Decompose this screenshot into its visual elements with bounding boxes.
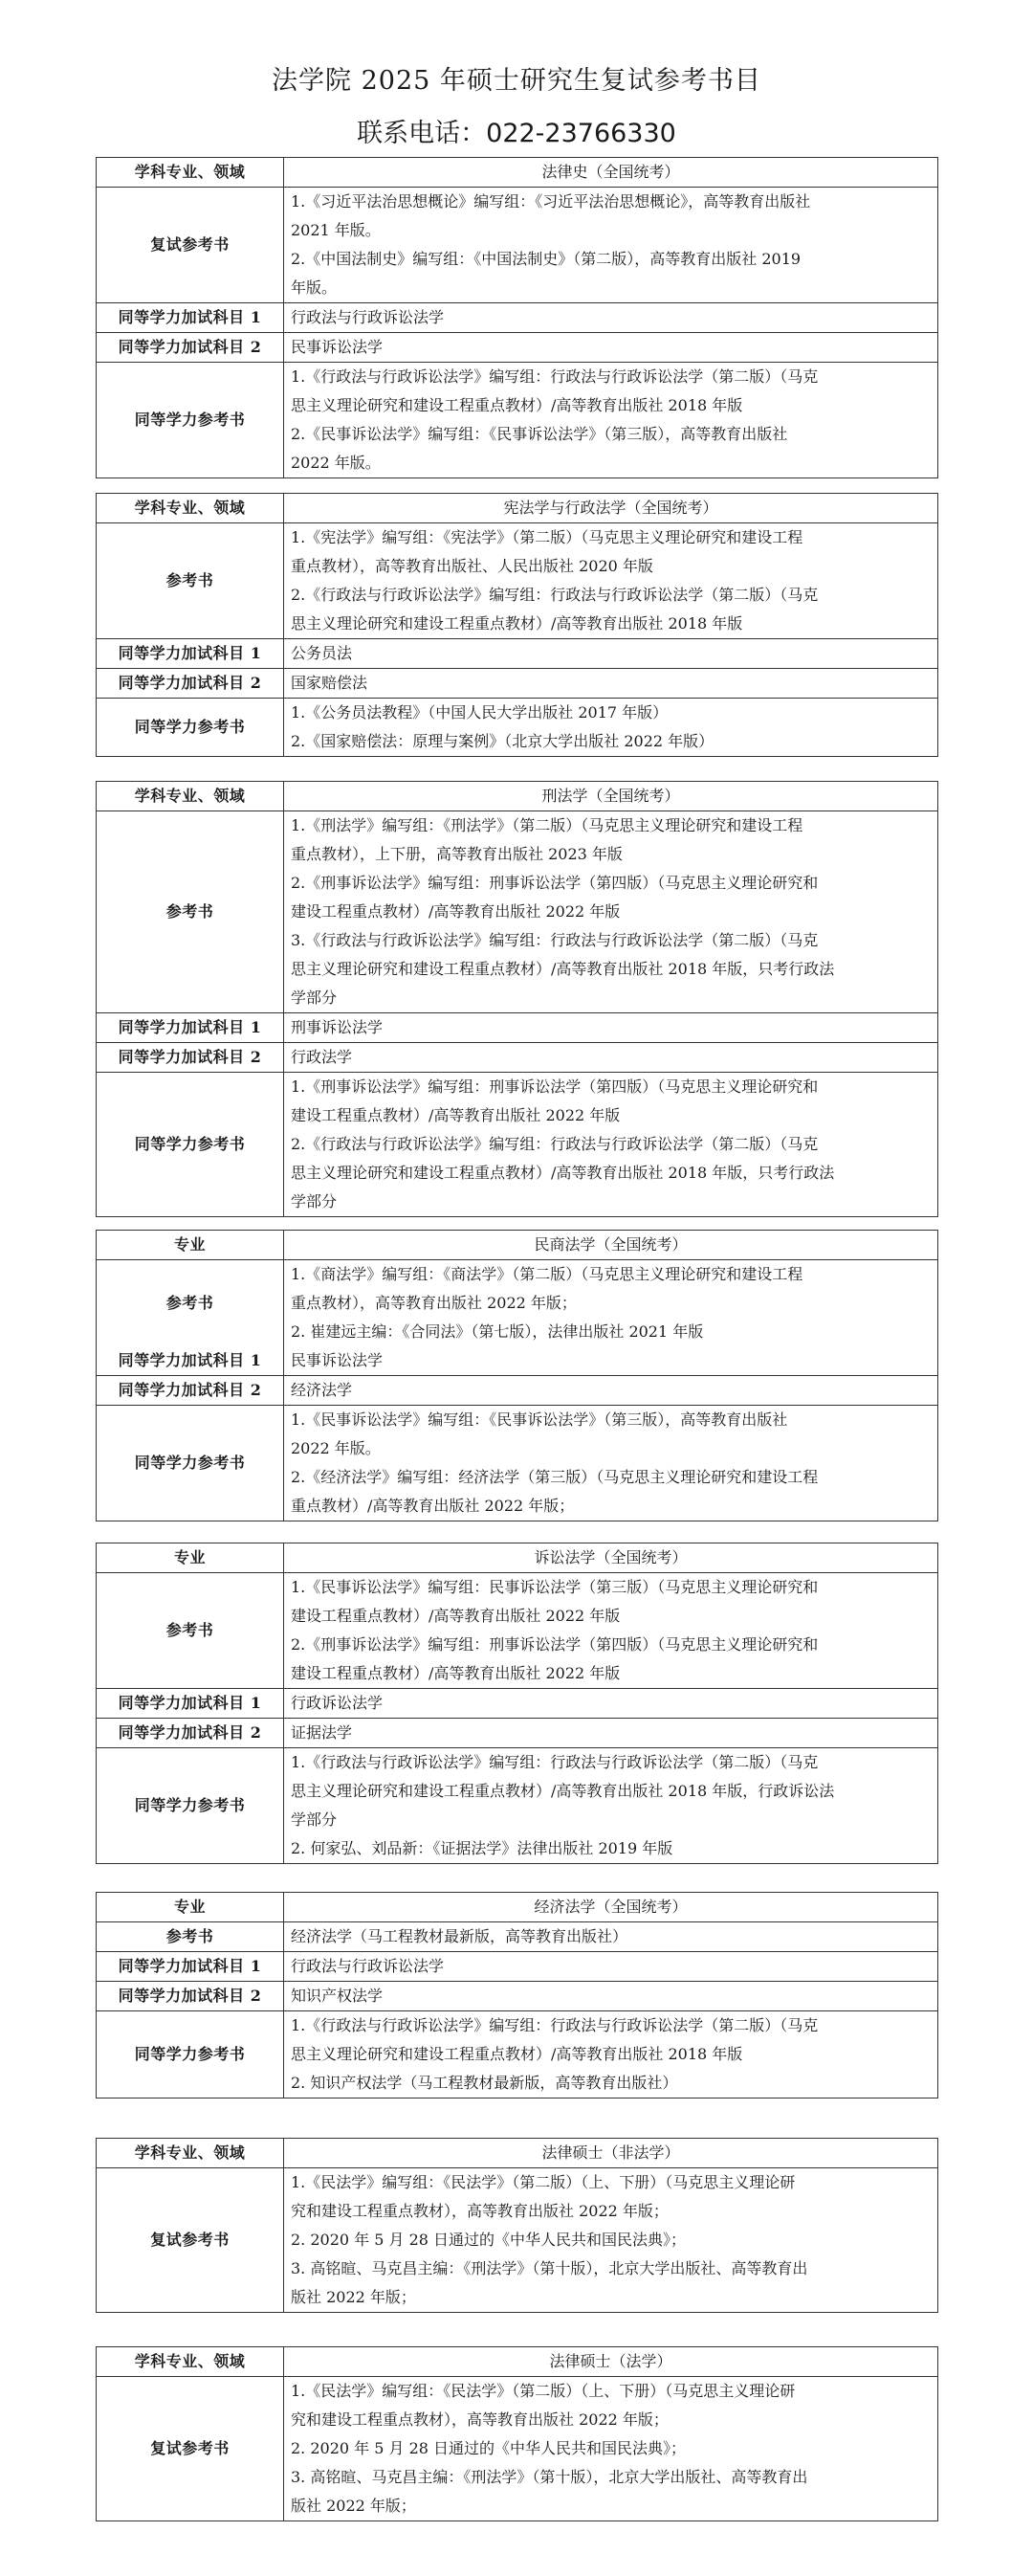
row-content — [284, 1376, 938, 1406]
content-line: 建设工程重点教材）/高等教育出版社 2022 年版 — [291, 1607, 621, 1625]
row-label: 复试参考书 — [97, 2168, 284, 2313]
content-line: 究和建设工程重点教材），高等教育出版社 2022 年版； — [291, 2410, 669, 2429]
row-content — [284, 2377, 938, 2521]
header-label: 学科专业、领域 — [97, 158, 284, 188]
content-line: 1.《刑法学》编写组：《刑法学》（第二版）（马克思主义理论研究和建设工程 — [291, 816, 803, 834]
table-row — [97, 303, 938, 333]
header-label: 学科专业、领域 — [97, 2347, 284, 2377]
content-line: 1.《民事诉讼法学》编写组：《民事诉讼法学》（第三版），高等教育出版社 — [291, 1410, 788, 1429]
content-line: 民事诉讼法学 — [291, 338, 384, 356]
content-line: 重点教材），高等教育出版社 2022 年版； — [291, 1294, 577, 1312]
table-row — [97, 639, 938, 669]
row-label: 同等学力加试科目 2 — [97, 333, 284, 363]
row-content — [284, 363, 938, 478]
header-value: 法律硕士（非法学） — [284, 2139, 938, 2168]
content-line: 1.《公务员法教程》（中国人民大学出版社 2017 年版） — [291, 703, 669, 722]
row-label: 同等学力参考书 — [97, 699, 284, 757]
table-row — [97, 1406, 938, 1521]
table-row — [97, 1573, 938, 1689]
header-value: 刑法学（全国统考） — [284, 782, 938, 811]
table-row — [97, 523, 938, 639]
content-line: 2. 崔建远主编：《合同法》（第七版），法律出版社 2021 年版 — [291, 1322, 704, 1341]
section-header-row — [97, 494, 938, 523]
row-label: 同等学力参考书 — [97, 2011, 284, 2099]
row-label: 参考书 — [97, 1573, 284, 1689]
content-line: 重点教材）/高等教育出版社 2022 年版； — [291, 1497, 575, 1515]
content-line: 1.《民法学》编写组：《民法学》（第二版）（上、下册）（马克思主义理论研 — [291, 2173, 796, 2191]
content-line: 2.《中国法制史》编写组：《中国法制史》（第二版），高等教育出版社 2019 — [291, 250, 802, 268]
table-row — [97, 188, 938, 303]
table-row — [97, 2377, 938, 2521]
row-label: 同等学力参考书 — [97, 363, 284, 478]
content-line: 1.《刑事诉讼法学》编写组：刑事诉讼法学（第四版）（马克思主义理论研究和 — [291, 1077, 819, 1096]
page-title: 法学院 2025 年硕士研究生复试参考书目 — [272, 66, 761, 96]
row-label: 同等学力加试科目 1 — [97, 1952, 284, 1982]
header-value: 经济法学（全国统考） — [284, 1893, 938, 1922]
section-legal-history — [96, 157, 938, 478]
row-label: 同等学力加试科目 2 — [97, 669, 284, 699]
row-label: 参考书 — [97, 523, 284, 639]
header-label: 专业 — [97, 1543, 284, 1573]
content-line: 建设工程重点教材）/高等教育出版社 2022 年版 — [291, 1106, 621, 1124]
table-row — [97, 669, 938, 699]
section-constitutional-law — [96, 493, 938, 757]
table-row — [97, 1073, 938, 1217]
section-jm-law — [96, 2346, 938, 2521]
content-line: 2.《经济法学》编写组：经济法学（第三版）（马克思主义理论研究和建设工程 — [291, 1468, 819, 1486]
header-label: 学科专业、领域 — [97, 494, 284, 523]
content-line: 行政法与行政诉讼法学 — [291, 1957, 445, 1975]
row-content — [284, 1982, 938, 2011]
section-procedural-law — [96, 1543, 938, 1864]
content-line: 经济法学 — [291, 1381, 353, 1399]
content-line: 学部分 — [291, 988, 338, 1007]
row-label: 同等学力参考书 — [97, 1748, 284, 1864]
content-line: 1.《民事诉讼法学》编写组：民事诉讼法学（第三版）（马克思主义理论研究和 — [291, 1578, 819, 1596]
content-line: 行政法学 — [291, 1048, 353, 1066]
section-header-row — [97, 1893, 938, 1922]
content-line: 建设工程重点教材）/高等教育出版社 2022 年版 — [291, 902, 621, 921]
header-label: 学科专业、领域 — [97, 782, 284, 811]
row-content — [284, 1073, 938, 1217]
section-economic-law — [96, 1892, 938, 2099]
content-line: 年版。 — [291, 278, 338, 297]
row-label: 同等学力加试科目 1 — [97, 303, 284, 333]
table-row — [97, 363, 938, 478]
row-content — [284, 639, 938, 669]
row-content — [284, 811, 938, 1013]
section-header-row — [97, 1231, 938, 1260]
table-row — [97, 1952, 938, 1982]
content-line: 2.《刑事诉讼法学》编写组：刑事诉讼法学（第四版）（马克思主义理论研究和 — [291, 874, 819, 892]
row-content — [284, 303, 938, 333]
content-line: 民事诉讼法学 — [291, 1351, 384, 1369]
table-row — [97, 1376, 938, 1406]
content-line: 公务员法 — [291, 644, 353, 662]
table-row — [97, 1689, 938, 1719]
table-row — [97, 333, 938, 363]
header-value: 法律史（全国统考） — [284, 158, 938, 188]
section-header-row — [97, 782, 938, 811]
section-jm-non-law — [96, 2138, 938, 2313]
content-line: 重点教材），上下册，高等教育出版社 2023 年版 — [291, 845, 623, 863]
content-line: 2021 年版。 — [291, 221, 381, 239]
row-content — [284, 1689, 938, 1719]
content-line: 1.《宪法学》编写组：《宪法学》（第二版）（马克思主义理论研究和建设工程 — [291, 528, 803, 546]
content-line: 2.《民事诉讼法学》编写组：《民事诉讼法学》（第三版），高等教育出版社 — [291, 425, 788, 443]
table-row — [97, 2168, 938, 2313]
row-label: 同等学力加试科目 2 — [97, 1043, 284, 1073]
content-line: 2.《行政法与行政诉讼法学》编写组：行政法与行政诉讼法学（第二版）（马克 — [291, 586, 819, 604]
table-row — [97, 1922, 938, 1952]
content-line: 3. 高铭暄、马克昌主编：《刑法学》（第十版），北京大学出版社、高等教育出 — [291, 2468, 808, 2486]
content-line: 重点教材），高等教育出版社、人民出版社 2020 年版 — [291, 557, 653, 575]
content-line: 2.《刑事诉讼法学》编写组：刑事诉讼法学（第四版）（马克思主义理论研究和 — [291, 1635, 819, 1654]
row-label: 参考书 — [97, 1260, 284, 1347]
row-content — [284, 1952, 938, 1982]
row-label: 同等学力加试科目 2 — [97, 1982, 284, 2011]
content-line: 学部分 — [291, 1192, 338, 1210]
header-value: 宪法学与行政法学（全国统考） — [284, 494, 938, 523]
content-line: 2.《行政法与行政诉讼法学》编写组：行政法与行政诉讼法学（第二版）（马克 — [291, 1135, 819, 1153]
row-label: 复试参考书 — [97, 2377, 284, 2521]
content-line: 思主义理论研究和建设工程重点教材）/高等教育出版社 2018 年版，行政诉讼法 — [291, 1782, 835, 1800]
content-line: 行政诉讼法学 — [291, 1694, 384, 1712]
section-header-row — [97, 158, 938, 188]
row-content — [284, 669, 938, 699]
content-line: 建设工程重点教材）/高等教育出版社 2022 年版 — [291, 1664, 621, 1682]
row-content — [284, 1043, 938, 1073]
header-value: 民商法学（全国统考） — [284, 1231, 938, 1260]
header-label: 专业 — [97, 1893, 284, 1922]
section-header-row — [97, 1543, 938, 1573]
content-line: 2. 2020 年 5 月 28 日通过的《中华人民共和国民法典》； — [291, 2231, 687, 2249]
table-row — [97, 1043, 938, 1073]
content-line: 行政法与行政诉讼法学 — [291, 308, 445, 326]
header-value: 诉讼法学（全国统考） — [284, 1543, 938, 1573]
table-row — [97, 2011, 938, 2099]
content-line: 究和建设工程重点教材），高等教育出版社 2022 年版； — [291, 2202, 669, 2220]
row-content — [284, 188, 938, 303]
content-line: 版社 2022 年版； — [291, 2497, 416, 2515]
content-line: 1.《习近平法治思想概论》编写组：《习近平法治思想概论》，高等教育出版社 — [291, 192, 811, 211]
row-label: 同等学力加试科目 1 — [97, 1013, 284, 1043]
row-content — [284, 1573, 938, 1689]
header-label: 专业 — [97, 1231, 284, 1260]
row-content — [284, 1719, 938, 1748]
content-line: 思主义理论研究和建设工程重点教材）/高等教育出版社 2018 年版，只考行政法 — [291, 960, 835, 978]
content-line: 2.《国家赔偿法：原理与案例》（北京大学出版社 2022 年版） — [291, 732, 714, 750]
table-row — [97, 1748, 938, 1864]
row-content — [284, 1748, 938, 1864]
content-line: 思主义理论研究和建设工程重点教材）/高等教育出版社 2018 年版 — [291, 2045, 743, 2063]
row-label: 同等学力参考书 — [97, 1073, 284, 1217]
content-line: 1.《民法学》编写组：《民法学》（第二版）（上、下册）（马克思主义理论研 — [291, 2382, 796, 2400]
content-line: 2022 年版。 — [291, 1439, 381, 1457]
content-line: 1.《行政法与行政诉讼法学》编写组：行政法与行政诉讼法学（第二版）（马克 — [291, 2016, 819, 2034]
content-line: 思主义理论研究和建设工程重点教材）/高等教育出版社 2018 年版 — [291, 614, 743, 633]
content-line: 2. 知识产权法学（马工程教材最新版，高等教育出版社） — [291, 2074, 678, 2092]
content-line: 国家赔偿法 — [291, 674, 368, 692]
content-line: 1.《行政法与行政诉讼法学》编写组：行政法与行政诉讼法学（第二版）（马克 — [291, 367, 819, 386]
content-line: 思主义理论研究和建设工程重点教材）/高等教育出版社 2018 年版 — [291, 396, 743, 414]
row-content — [284, 1406, 938, 1521]
content-line: 1.《行政法与行政诉讼法学》编写组：行政法与行政诉讼法学（第二版）（马克 — [291, 1753, 819, 1771]
row-label: 参考书 — [97, 811, 284, 1013]
row-label: 参考书 — [97, 1922, 284, 1952]
row-content — [284, 699, 938, 757]
row-label: 同等学力参考书 — [97, 1406, 284, 1521]
table-row — [97, 1260, 938, 1347]
row-content — [284, 1013, 938, 1043]
header-label: 学科专业、领域 — [97, 2139, 284, 2168]
content-line: 1.《商法学》编写组：《商法学》（第二版）（马克思主义理论研究和建设工程 — [291, 1265, 803, 1283]
row-content — [284, 2168, 938, 2313]
content-line: 2. 何家弘、刘品新：《证据法学》法律出版社 2019 年版 — [291, 1839, 673, 1857]
section-civil-commercial-law — [96, 1230, 938, 1521]
table-row — [97, 1982, 938, 2011]
section-header-row — [97, 2347, 938, 2377]
content-line: 经济法学（马工程教材最新版，高等教育出版社） — [291, 1927, 628, 1945]
row-content — [284, 1922, 938, 1952]
row-content — [284, 1260, 938, 1376]
section-criminal-law — [96, 781, 938, 1217]
row-label: 同等学力加试科目 1 — [97, 639, 284, 669]
content-line: 证据法学 — [291, 1723, 353, 1742]
header-value: 法律硕士（法学） — [284, 2347, 938, 2377]
row-label: 复试参考书 — [97, 188, 284, 303]
row-label: 同等学力加试科目 1 — [97, 1346, 284, 1376]
row-label: 同等学力加试科目 2 — [97, 1719, 284, 1748]
section-header-row — [97, 2139, 938, 2168]
content-line: 刑事诉讼法学 — [291, 1018, 384, 1036]
row-content — [284, 333, 938, 363]
table-row — [97, 811, 938, 1013]
content-line: 3.《行政法与行政诉讼法学》编写组：行政法与行政诉讼法学（第二版）（马克 — [291, 931, 819, 949]
content-line: 思主义理论研究和建设工程重点教材）/高等教育出版社 2018 年版，只考行政法 — [291, 1164, 835, 1182]
content-line: 版社 2022 年版； — [291, 2288, 416, 2306]
content-line: 学部分 — [291, 1810, 338, 1829]
row-label: 同等学力加试科目 2 — [97, 1376, 284, 1406]
content-line: 知识产权法学 — [291, 1987, 384, 2005]
row-content — [284, 523, 938, 639]
content-line: 3. 高铭暄、马克昌主编：《刑法学》（第十版），北京大学出版社、高等教育出 — [291, 2259, 808, 2277]
table-row — [97, 699, 938, 757]
contact-phone: 联系电话：022-23766330 — [357, 119, 676, 148]
table-row — [97, 1013, 938, 1043]
content-line: 2022 年版。 — [291, 454, 381, 472]
row-content — [284, 2011, 938, 2099]
table-row — [97, 1719, 938, 1748]
row-label: 同等学力加试科目 1 — [97, 1689, 284, 1719]
content-line: 2. 2020 年 5 月 28 日通过的《中华人民共和国民法典》； — [291, 2439, 687, 2457]
